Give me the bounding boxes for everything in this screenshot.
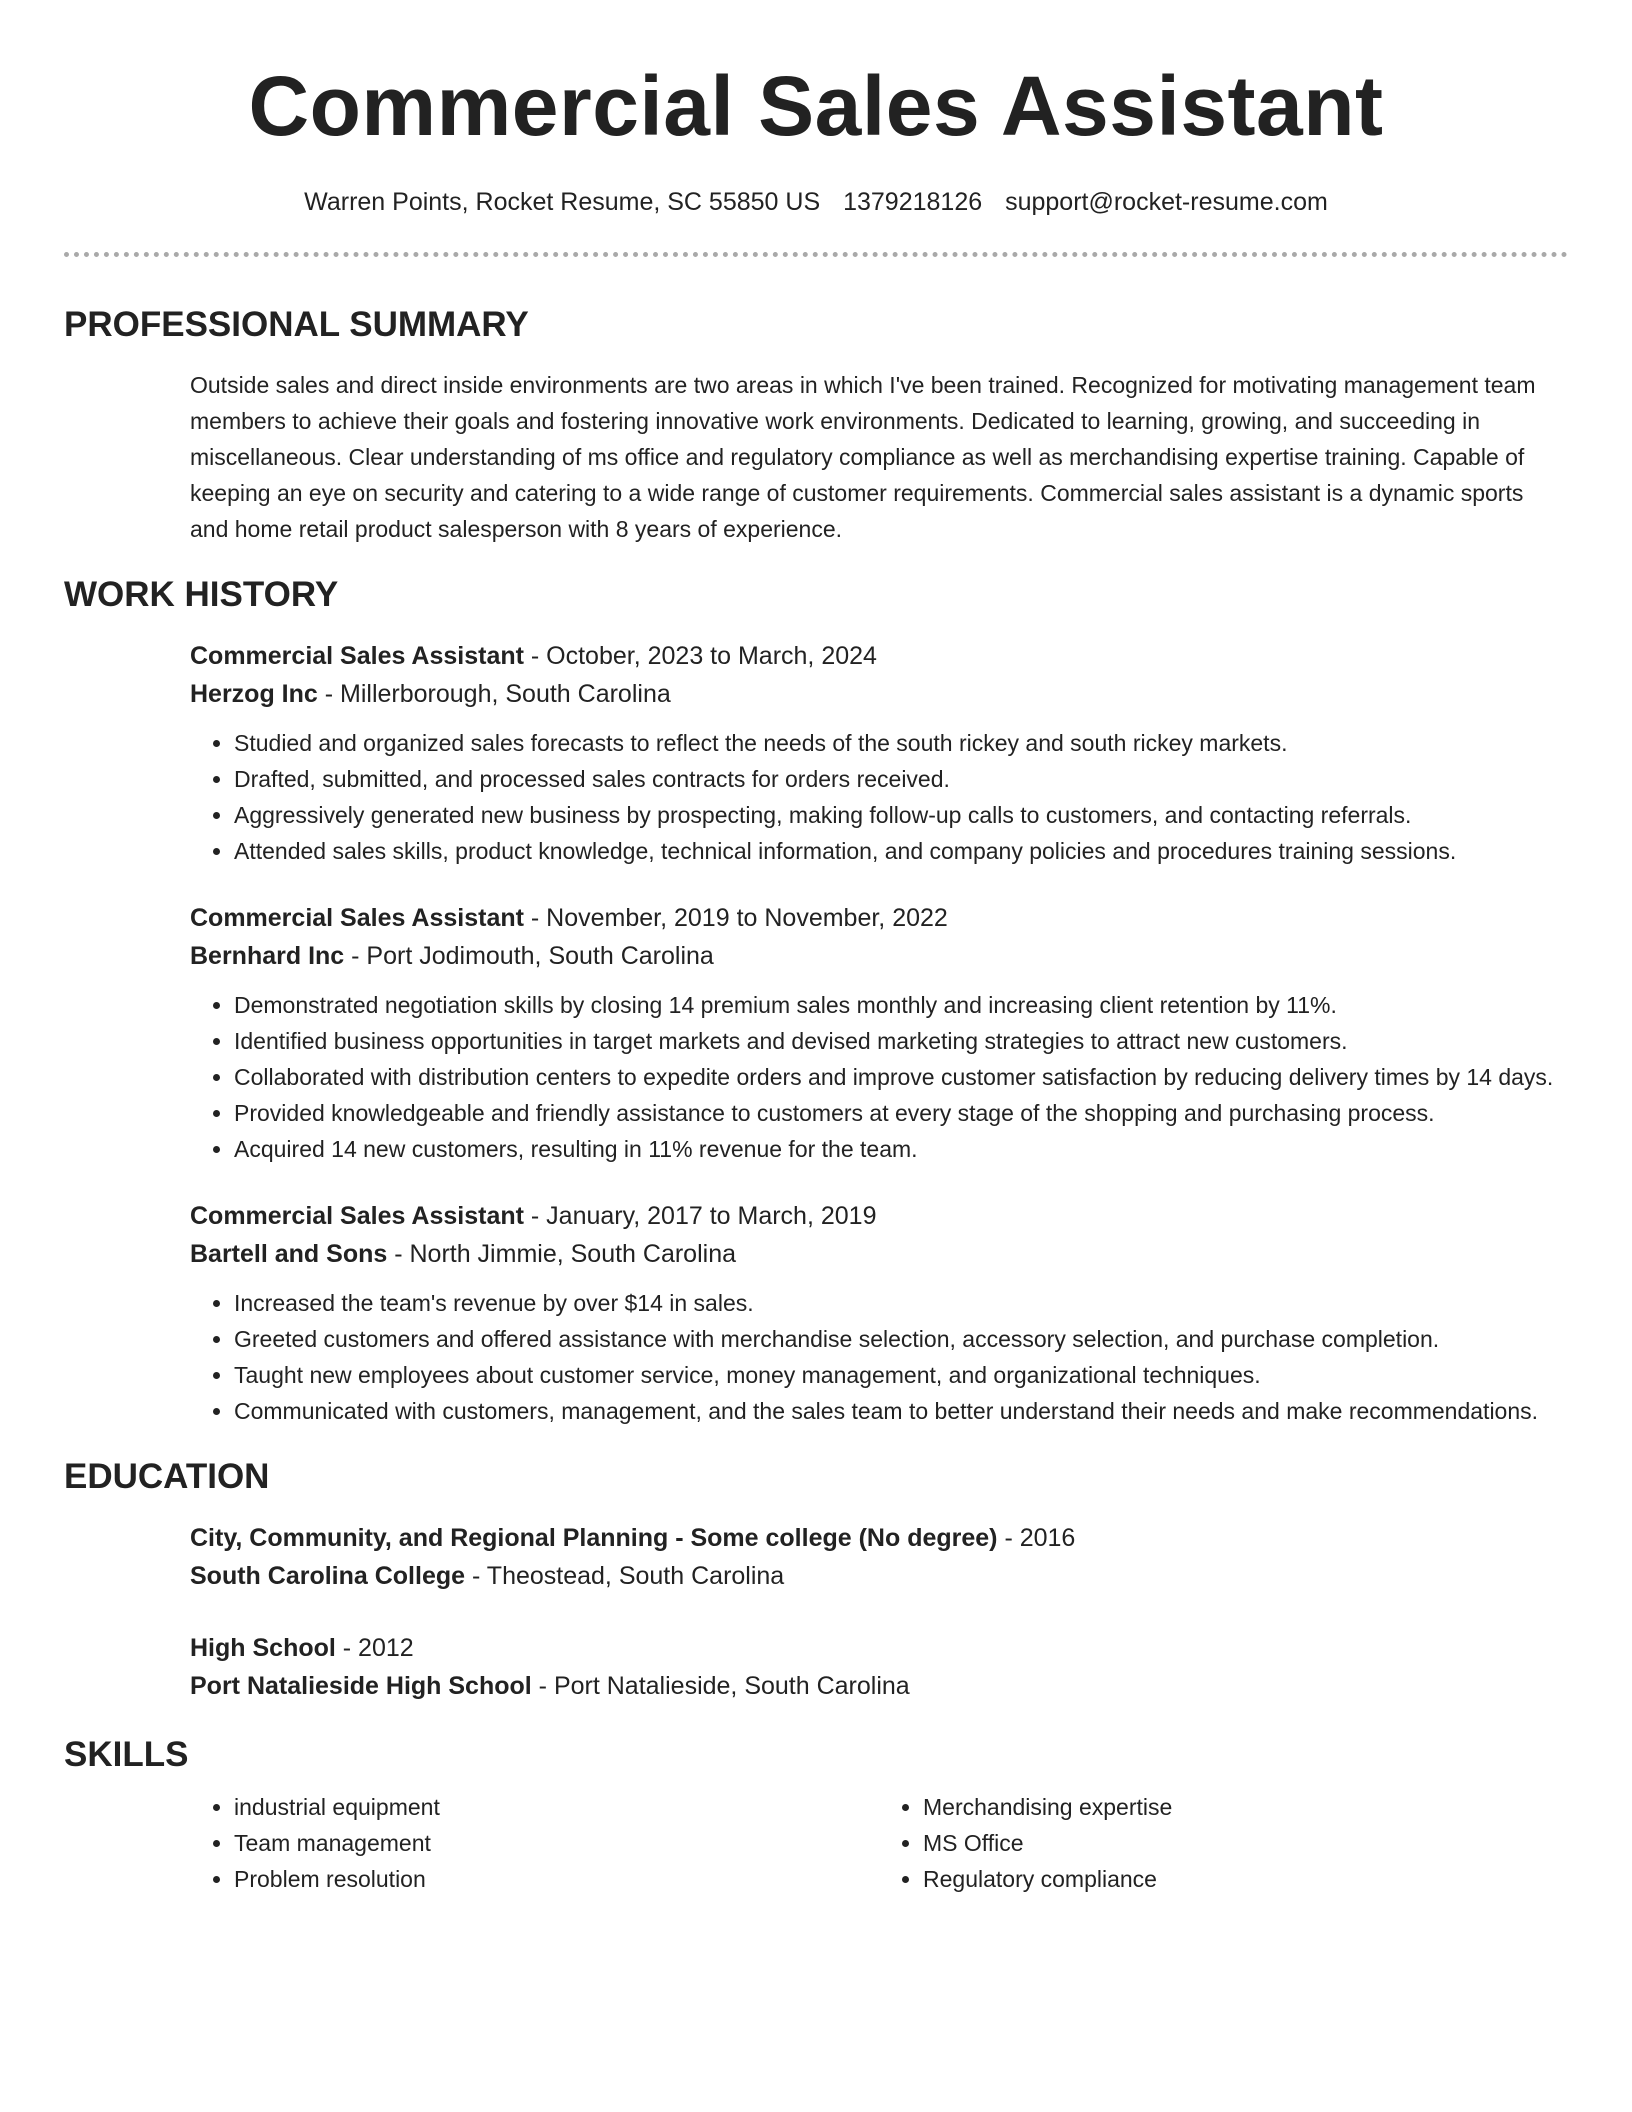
job-bullets bbox=[190, 725, 1568, 869]
education-school-line bbox=[190, 1557, 1568, 1595]
job-company: Bernhard Inc bbox=[190, 942, 345, 970]
education-location: - Theostead, South Carolina bbox=[465, 1562, 785, 1590]
job-role: Commercial Sales Assistant bbox=[190, 642, 524, 670]
list-item: • Collaborated with distribution centers to expedite orders and improve customer satisfaction by reducing delivery times by 14 days. bbox=[234, 1059, 1568, 1095]
header-divider bbox=[64, 252, 1568, 257]
education-degree-line bbox=[190, 1629, 1568, 1667]
summary-text: Outside sales and direct inside environments are two areas in which I've been trained. Recognized for motivating management team members to achieve their goals and fostering innovative work environments. Dedicated to learning, growing, and succeeding in miscellaneous. Clear understanding of ms office and regulatory compliance as well as merchandising expertise training. Capable of keeping an eye on security and catering to a wide range of customer requirements. Commercial sales assistant is a dynamic sports and home retail product salesperson with 8 years of experience. bbox=[190, 372, 1536, 542]
job-company: Herzog Inc bbox=[190, 680, 318, 708]
job-dates: - November, 2019 to November, 2022 bbox=[523, 904, 948, 932]
list-item: • Provided knowledgeable and friendly assistance to customers at every stage of the shopping and purchasing process. bbox=[234, 1095, 1568, 1131]
job-role: Commercial Sales Assistant bbox=[190, 904, 524, 932]
list-item: • Demonstrated negotiation skills by closing 14 premium sales monthly and increasing client retention by 11%. bbox=[234, 987, 1568, 1023]
contact-address: Warren Points, Rocket Resume, SC 55850 US bbox=[304, 188, 821, 216]
education-school-line bbox=[190, 1667, 1568, 1705]
education-entry bbox=[190, 1519, 1568, 1595]
job-title-line bbox=[190, 1197, 1568, 1235]
education-degree-line bbox=[190, 1519, 1568, 1557]
work-history-heading: WORK HISTORY bbox=[64, 575, 339, 614]
list-item: • Regulatory compliance bbox=[923, 1861, 1568, 1897]
summary-heading: PROFESSIONAL SUMMARY bbox=[64, 305, 529, 344]
list-item: • Acquired 14 new customers, resulting in 11% revenue for the team. bbox=[234, 1131, 1568, 1167]
job-location: - North Jimmie, South Carolina bbox=[387, 1240, 736, 1268]
job-company-line bbox=[190, 675, 1568, 713]
summary-section bbox=[64, 367, 1568, 547]
education-degree: City, Community, and Regional Planning - Some college (No degree) bbox=[190, 1524, 998, 1552]
job-bullets bbox=[190, 1285, 1568, 1429]
job-bullets bbox=[190, 987, 1568, 1167]
education-school: South Carolina College bbox=[190, 1562, 466, 1590]
education-year: - 2012 bbox=[335, 1634, 414, 1662]
education-heading: EDUCATION bbox=[64, 1457, 270, 1496]
list-item: • Greeted customers and offered assistance with merchandise selection, accessory selection, and purchase completion. bbox=[234, 1321, 1568, 1357]
job-title-line bbox=[190, 899, 1568, 937]
job-company-line bbox=[190, 937, 1568, 975]
job-entry bbox=[190, 899, 1568, 1167]
skills-grid bbox=[190, 1789, 1568, 1897]
job-location: - Millerborough, South Carolina bbox=[317, 680, 671, 708]
list-item: • Problem resolution bbox=[234, 1861, 879, 1897]
skills-column-left bbox=[190, 1789, 879, 1897]
job-company: Bartell and Sons bbox=[190, 1240, 388, 1268]
list-item: • Drafted, submitted, and processed sales contracts for orders received. bbox=[234, 761, 1568, 797]
contact-email: support@rocket-resume.com bbox=[1005, 188, 1328, 216]
job-company-line bbox=[190, 1235, 1568, 1273]
education-school: Port Natalieside High School bbox=[190, 1672, 532, 1700]
education-section bbox=[64, 1519, 1568, 1705]
work-history-section bbox=[64, 637, 1568, 1429]
list-item: • Merchandising expertise bbox=[923, 1789, 1568, 1825]
list-item: • Communicated with customers, management, and the sales team to better understand their needs and make recommendations. bbox=[234, 1393, 1568, 1429]
education-location: - Port Natalieside, South Carolina bbox=[531, 1672, 910, 1700]
list-item: • Taught new employees about customer service, money management, and organizational techniques. bbox=[234, 1357, 1568, 1393]
candidate-name: Commercial Sales Assistant bbox=[248, 59, 1384, 153]
job-dates: - January, 2017 to March, 2019 bbox=[523, 1202, 877, 1230]
list-item: • Identified business opportunities in target markets and devised marketing strategies to attract new customers. bbox=[234, 1023, 1568, 1059]
skills-column-right bbox=[879, 1789, 1568, 1897]
job-role: Commercial Sales Assistant bbox=[190, 1202, 524, 1230]
education-degree: High School bbox=[190, 1634, 336, 1662]
list-item: • Attended sales skills, product knowledge, technical information, and company policies and procedures training sessions. bbox=[234, 833, 1568, 869]
contact-line bbox=[64, 186, 1568, 218]
contact-phone: 1379218126 bbox=[843, 188, 983, 216]
job-entry bbox=[190, 1197, 1568, 1429]
job-entry bbox=[190, 637, 1568, 869]
education-year: - 2016 bbox=[997, 1524, 1076, 1552]
job-title-line bbox=[190, 637, 1568, 675]
list-item: • Team management bbox=[234, 1825, 879, 1861]
skills-heading: SKILLS bbox=[64, 1735, 189, 1774]
list-item: • Increased the team's revenue by over $14 in sales. bbox=[234, 1285, 1568, 1321]
list-item: • Aggressively generated new business by prospecting, making follow-up calls to customers, and contacting referrals. bbox=[234, 797, 1568, 833]
list-item: • industrial equipment bbox=[234, 1789, 879, 1825]
job-location: - Port Jodimouth, South Carolina bbox=[344, 942, 714, 970]
education-entry bbox=[190, 1629, 1568, 1705]
job-dates: - October, 2023 to March, 2024 bbox=[523, 642, 877, 670]
skills-section bbox=[64, 1789, 1568, 1897]
list-item: • MS Office bbox=[923, 1825, 1568, 1861]
list-item: • Studied and organized sales forecasts to reflect the needs of the south rickey and south rickey markets. bbox=[234, 725, 1568, 761]
